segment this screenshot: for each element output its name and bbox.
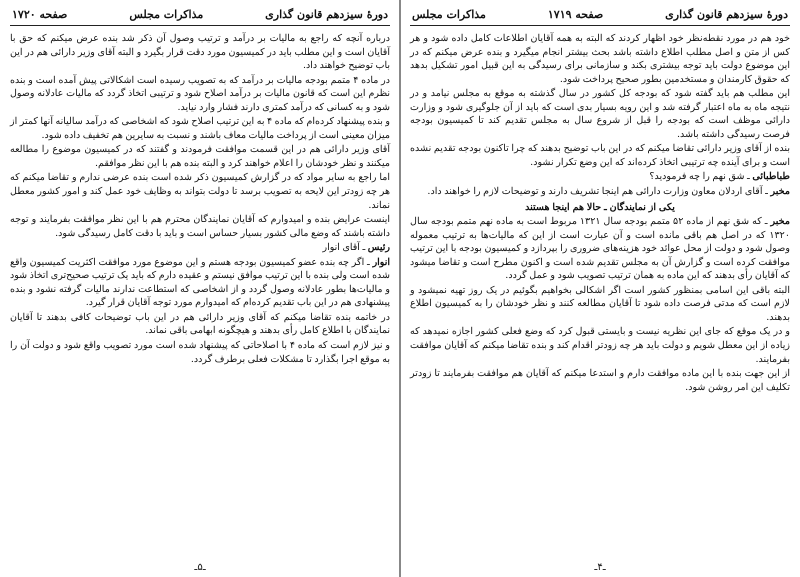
- right-page-footer: ـ۴ـ: [594, 562, 606, 573]
- speaker-name: مخبر: [770, 186, 790, 198]
- paragraph: از این جهت بنده با این ماده موافقت دارم و استدعا میکنم که آقایان هم موافقت بفرمایند تا زودتر تکلیف این امر روشن شود.: [410, 368, 790, 393]
- right-page-header: [410, 6, 790, 26]
- section-heading: یکی از نمایندگان ـ حالا هم اینجا هستند: [525, 201, 675, 213]
- right-page-body: [410, 32, 790, 394]
- paragraph: در خاتمه بنده تقاضا میکنم که آقای وزیر دارائی هم در این باب توضیحات کافی بدهند تا آقایان نمایندگان با اطلاع کامل رأی بدهند و هیچگونه ابهامی باقی نماند.: [10, 311, 390, 337]
- paragraph: و نیز لازم است که ماده ۴ با اصلاحاتی که پیشنهاد شده است مورد تصویب واقع شود و دولت آن را به موقع اجرا بگذارد تا مشکلات فعلی برطرف گردد.: [10, 340, 390, 365]
- paragraph: البته باقی این اسامی بمنظور کشور است اگر اشکالی بخواهیم بگوئیم در یک روز تهیه نمیشود و لازم است که مدتی فرصت داده شود تا آقایان مطالعه کنند و نظر خودشان را به کمیسیون اطلاع بدهند.: [410, 284, 790, 323]
- right-page: [400, 0, 800, 577]
- speaker-text: اگر چه بنده عضو کمیسیون بودجه هستم و این موضوع مورد موافقت اکثریت کمیسیون واقع شده است ولی بنده با این ترتیب موافق نیستم و عقیده دارم که باید یک ترتیب صحیح‌تری اتخاذ شود و مالیات‌ها بطور عادلانه وصول گردد و از اشخاصی که استطاعت ندارند مالیات گرفته نشود و بنده پیشنهادی هم در این باب تقدیم کرده‌ام که امیدوارم مورد توجه آقایان قرار گیرد.: [10, 256, 390, 309]
- paragraph: خود هم در مورد نقطه‌نظر خود اظهار کردند که البته به همه آقایان اطلاعات کامل داده شود و هر کس از متن و اصل مطلب اطلاع داشته باشد بحث بیشتر انجام میگیرد و بنده عرض میکنم که در این موضوع دولت باید توجه بیشتری بکند و سازمانی برای رسیدگی به این قبیل امور تشکیل بدهد که حقوق کارمندان و مستخدمین بطور صحیح پرداخت شود.: [410, 33, 790, 85]
- paragraph: آقای وزیر دارائی هم در این قسمت موافقت فرمودند و گفتند که در کمیسیون موضوع را مطالعه میکنند و نظر خودشان را اعلام خواهند کرد و البته بنده هم با این نظر موافقم.: [10, 144, 390, 169]
- speaker-name: رئیس: [367, 242, 390, 254]
- paragraph: بنده از آقای وزیر دارائی تقاضا میکنم که در این باب توضیح بدهند که چرا تاکنون بودجه تقدیم نشده است و برای آینده چه ترتیبی اتخاذ کرده‌اند که این وضع تکرار نشود.: [410, 143, 790, 168]
- right-journal-title: مذاکرات مجلس: [412, 8, 486, 21]
- paragraph: و بنده پیشنهاد کرده‌ام که ماده ۴ به این ترتیب اصلاح شود که اشخاصی که درآمد سالیانه آنها کمتر از میزان معینی است از پرداخت مالیات معاف باشند و نسبت به سایرین هم تخفیف داده شود.: [10, 116, 391, 141]
- paragraph: اینست عرایض بنده و امیدوارم که آقایان نمایندگان محترم هم با این نظر موافقت بفرمایند و توجه داشته باشند که وضع مالی کشور بسیار حساس است و باید با دقت کامل رسیدگی شود.: [10, 214, 390, 239]
- paragraph: درباره آنچه که راجع به مالیات بر درآمد و ترتیب وصول آن ذکر شد بنده عرض میکنم که حق با آقایان است و این مطلب باید در کمیسیون مورد دقت قرار بگیرد و البته آقای وزیر دارائی هم در این باب توضیح خواهند داد.: [10, 33, 390, 72]
- right-page-label: صفحه ۱۷۱۹: [547, 8, 604, 21]
- speaker-line: انوار ـ اگر چه بنده عضو کمیسیون بودجه هستم و این موضوع مورد موافقت اکثریت کمیسیون واقع شده است ولی بنده با این ترتیب موافق نیستم و عقیده دارم که باید یک ترتیب صحیح‌تری اتخاذ شود و مالیات‌ها بطور عادلانه وصول گردد و از اشخاصی که استطاعت ندارند مالیات گرفته نشود و بنده پیشنهادی هم در این باب تقدیم کرده‌ام که امیدوارم مورد توجه آقایان قرار گیرد.: [10, 256, 390, 309]
- speaker-name: طباطبائی: [752, 171, 790, 183]
- right-series-title: دورهٔ سیزدهم قانون گذاری: [665, 8, 788, 21]
- left-page-label: صفحه ۱۷۲۰: [12, 8, 68, 21]
- speaker-text: آقای اردلان معاون وزارت دارائی هم اینجا تشریف دارند و توضیحات لازم را خواهند داد.: [427, 186, 763, 198]
- speaker-text: شق نهم را چه فرمودید؟: [649, 171, 745, 183]
- speaker-line: رئیس ـ آقای انوار: [322, 242, 390, 254]
- paragraph: در ماده ۴ متمم بودجه مالیات بر درآمد که به تصویب رسیده است اشکالاتی پیش آمده است و بنده نظرم این است که قانون مالیات بر درآمد اصلاح شود و ترتیبی اتخاذ گردد که مالیات عادلانه وصول شود و به کسانی که درآمد کمتری دارند فشار وارد نیاید.: [10, 74, 391, 113]
- speaker-line: مخبر ـ آقای اردلان معاون وزارت دارائی هم اینجا تشریف دارند و توضیحات لازم را خواهند داد.: [427, 186, 790, 198]
- book-gutter: [399, 0, 401, 577]
- left-journal-title: مذاکرات مجلس: [129, 8, 204, 21]
- speaker-name: انوار: [372, 256, 390, 268]
- left-page-header: [10, 6, 390, 26]
- paragraph: این مطلب هم باید گفته شود که بودجه کل کشور در سال گذشته به موقع به مجلس نیامد و در نتیجه ماه به ماه اعتبار گرفته شد و این رویه بسیار بدی است که باید از آن جلوگیری شود و وزارت دارائی موظف است که بودجه را قبل از شروع سال به مجلس تقدیم کند تا کمیسیون بودجه فرصت رسیدگی داشته باشد.: [410, 88, 790, 140]
- left-series-title: دورهٔ سیزدهم قانون گذاری: [265, 8, 388, 21]
- left-page-body: [10, 32, 390, 366]
- left-page-footer: ـ۵ـ: [194, 562, 206, 573]
- paragraph: اما راجع به سایر مواد که در گزارش کمیسیون ذکر شده است بنده عرضی ندارم و تقاضا میکنم که هر چه زودتر این لایحه به تصویب برسد تا دولت بتواند به وظایف خود عمل کند و امور کشور معطل نماند.: [10, 172, 390, 211]
- speaker-text: آقای انوار: [322, 242, 360, 254]
- speaker-line: مخبر ـ که شق نهم از ماده ۵۲ متمم بودجه سال ۱۳۲۱ مربوط است به ماده نهم متمم بودجه سال ۱۳۲۰ که در اصل هم باقی مانده است و آن عبارت است از این که مالیات‌ها به ترتیب معموله وصول شود و دولت از محل عوائد خود هزینه‌های ضروری را بپردازد و کمیسیون بودجه با این ترتیب موافقت کرده است و گزارش آن به مجلس تقدیم شده است و اکنون مطرح است و تقاضا میشود که آقایان رأی بدهند که این ماده به همان ترتیب تصویب شود و عمل گردد.: [410, 216, 790, 282]
- speaker-text: که شق نهم از ماده ۵۲ متمم بودجه سال ۱۳۲۱ مربوط است به ماده نهم متمم بودجه سال ۱۳۲۰ که در اصل هم باقی مانده است و آن عبارت است از این که مالیات‌ها به ترتیب معموله وصول شود و دولت از محل عوائد خود هزینه‌های ضروری را بپردازد و کمیسیون بودجه با این ترتیب موافقت کرده است و گزارش آن به مجلس تقدیم شده است و اکنون مطرح است و تقاضا میشود که آقایان رأی بدهند که این ماده به همان ترتیب تصویب شود و عمل گردد.: [410, 216, 790, 282]
- paragraph: و در یک موقع که جای این نظریه نیست و بایستی قبول کرد که وضع فعلی کشور اجازه نمیدهد که زیاده از این معطل شویم و دولت باید هر چه زودتر اقدام کند و بنده تقاضا میکنم که آقایان موافقت بفرمایند.: [410, 326, 790, 365]
- speaker-line: طباطبائی ـ شق نهم را چه فرمودید؟: [649, 171, 790, 183]
- speaker-name: مخبر: [770, 216, 790, 228]
